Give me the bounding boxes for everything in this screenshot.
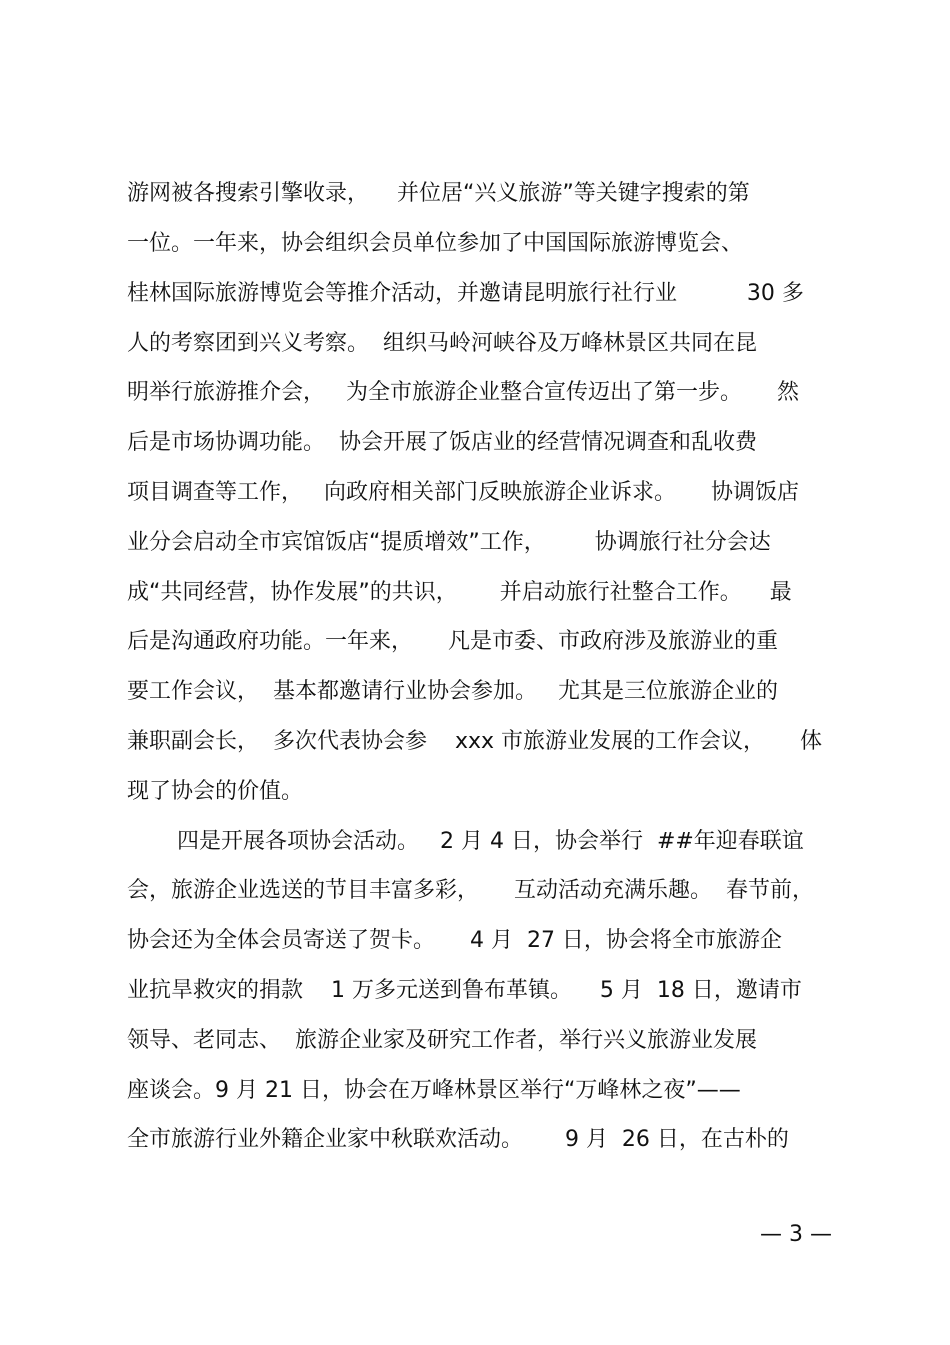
text-line: 后是沟通政府功能。一年来， 凡是市委、市政府涉及旅游业的重 — [127, 629, 778, 654]
text-line: 成“共同经营，协作发展”的共识， 并启动旅行社整合工作。 最 — [127, 580, 792, 605]
text-line: 全市旅游行业外籍企业家中秋联欢活动。 9 月 26 日，在古朴的 — [127, 1127, 789, 1152]
text-line: 人的考察团到兴义考察。 组织马岭河峡谷及万峰林景区共同在昆 — [127, 331, 757, 356]
text-line: 兼职副会长， 多次代表协会参 xxx 市旅游业发展的工作会议， 体 — [127, 729, 822, 754]
text-line: 桂林国际旅游博览会等推介活动，并邀请昆明旅行社行业 30 多 — [127, 281, 804, 306]
text-line: 领导、老同志、 旅游企业家及研究工作者，举行兴义旅游业发展 — [127, 1028, 757, 1053]
text-line: 会，旅游企业选送的节目丰富多彩， 互动活动充满乐趣。 春节前， — [127, 878, 814, 903]
text-line: 业分会启动全市宾馆饭店“提质增效”工作， 协调旅行社分会达 — [127, 530, 771, 555]
text-line: 一位。一年来，协会组织会员单位参加了中国国际旅游博览会、 — [127, 231, 744, 256]
text-line: 项目调查等工作， 向政府相关部门反映旅游企业诉求。 协调饭店 — [127, 480, 799, 505]
text-line: 游网被各搜索引擎收录， 并位居“兴义旅游”等关键字搜索的第 — [127, 181, 750, 206]
text-line: 要工作会议， 基本都邀请行业协会参加。 尤其是三位旅游企业的 — [127, 679, 778, 704]
paragraph-first-line: 四是开展各项协会活动。 2 月 4 日，协会举行 ##年迎春联谊 — [177, 829, 804, 854]
text-line: 现了协会的价值。 — [127, 779, 304, 804]
text-line: 后是市场协调功能。 协会开展了饭店业的经营情况调查和乱收费 — [127, 430, 757, 455]
text-line: 业抗旱救灾的捐款 1 万多元送到鲁布革镇。 5 月 18 日，邀请市 — [127, 978, 802, 1003]
page-number: — 3 — — [760, 1222, 832, 1247]
text-line: 明举行旅游推介会， 为全市旅游企业整合宣传迈出了第一步。 然 — [127, 380, 799, 405]
text-line: 协会还为全体会员寄送了贺卡。 4 月 27 日，协会将全市旅游企 — [127, 928, 782, 953]
text-line: 座谈会。9 月 21 日，协会在万峰林景区举行“万峰林之夜”—— — [127, 1078, 741, 1103]
